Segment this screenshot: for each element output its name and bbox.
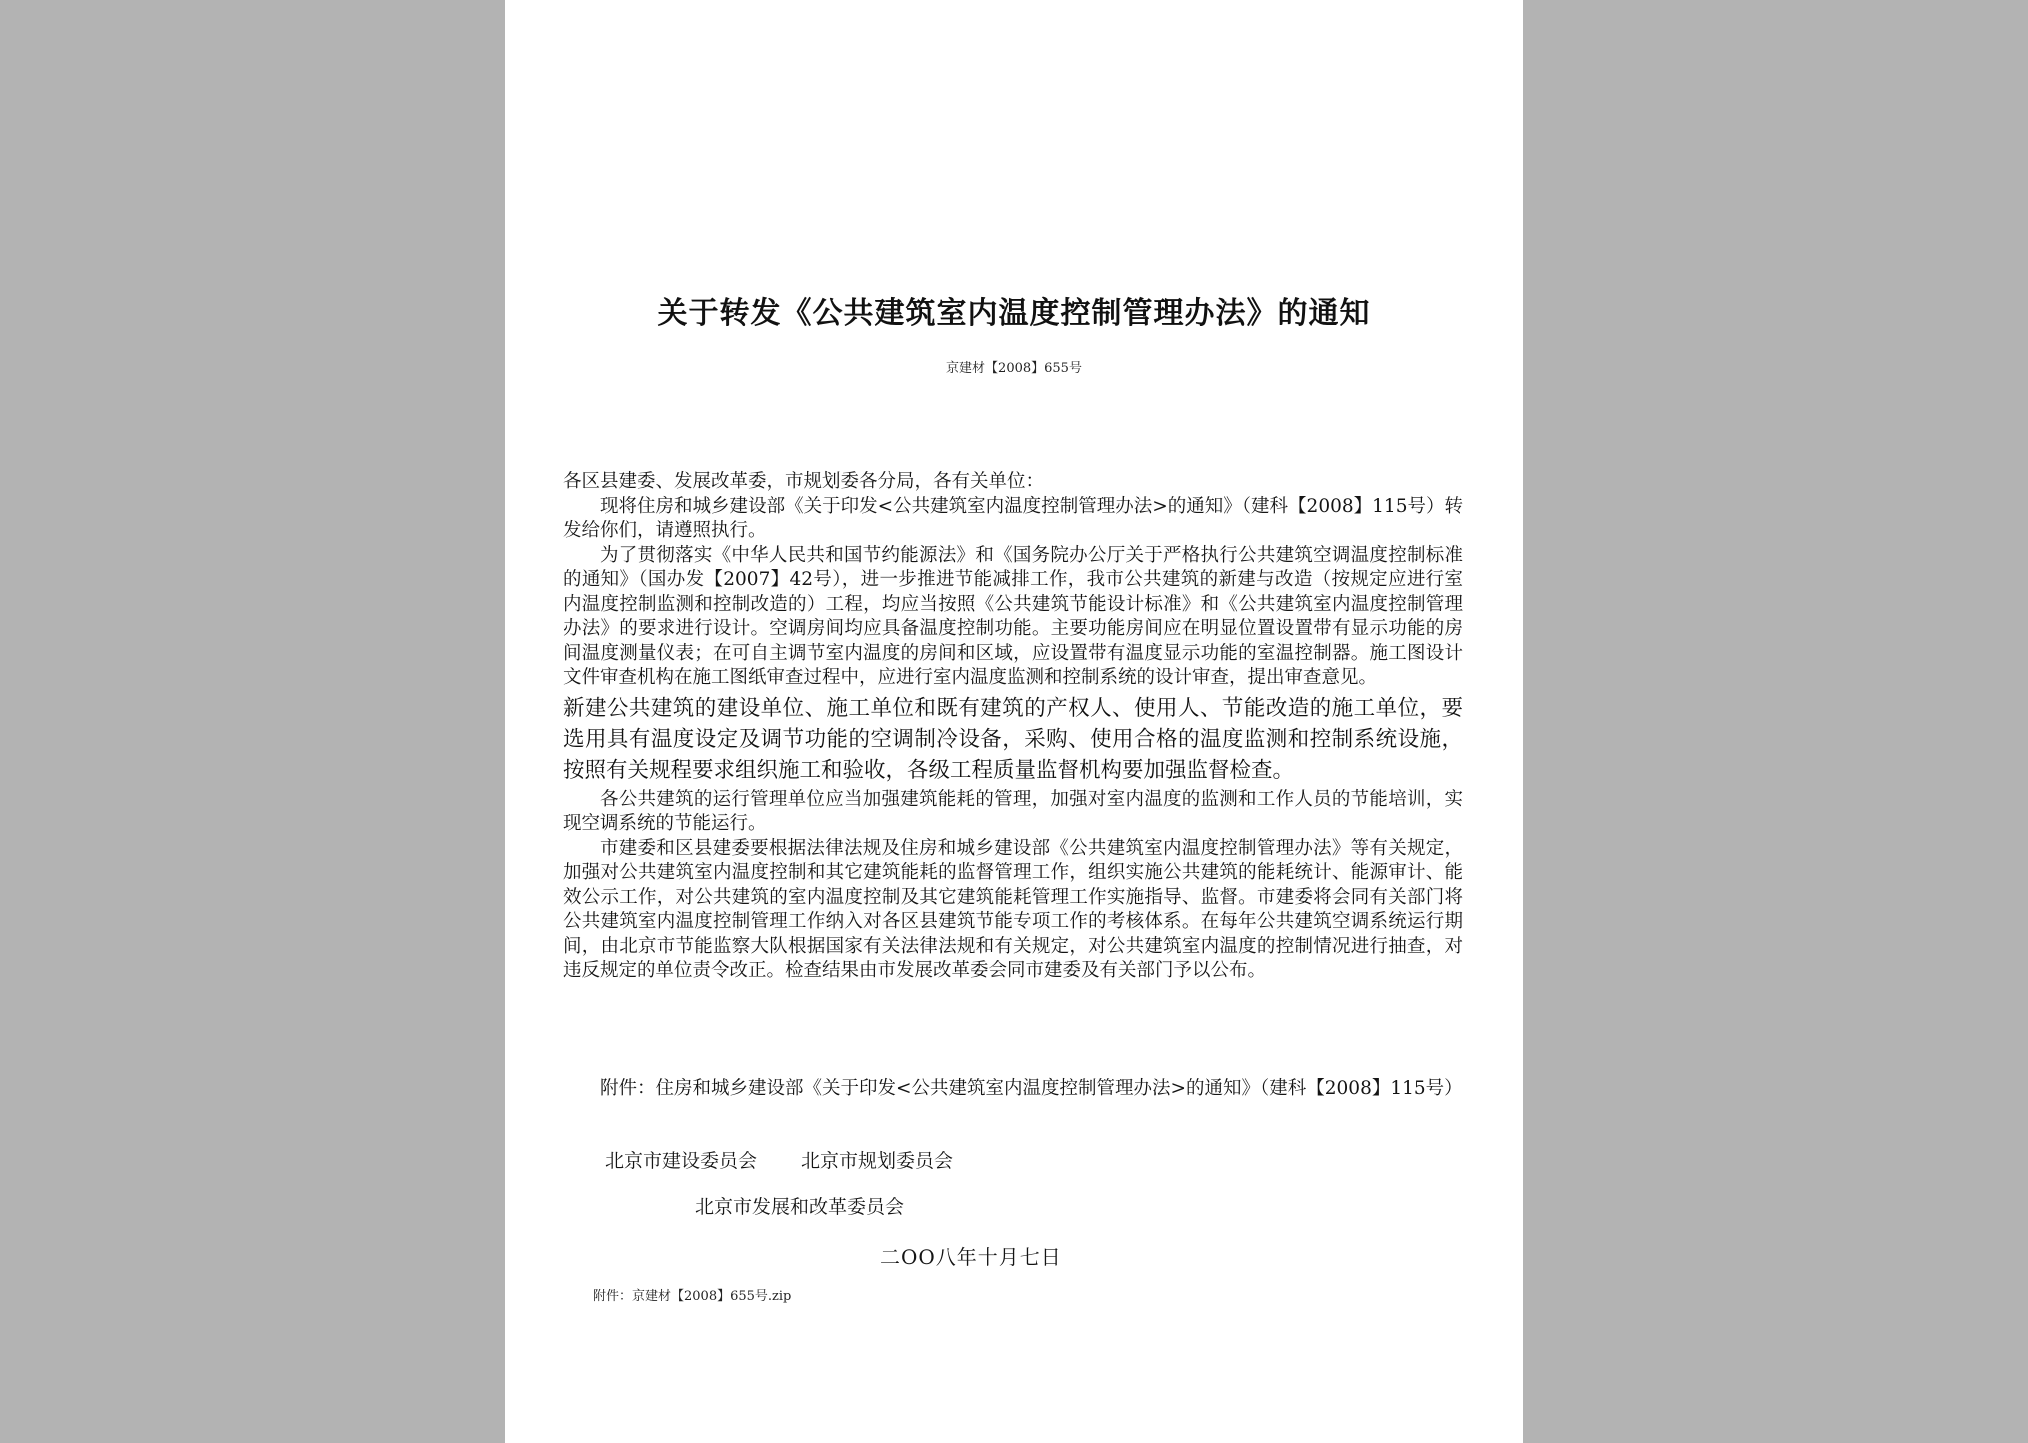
document-page [505,0,1523,1443]
salutation: 各区县建委、发展改革委，市规划委各分局，各有关单位： [563,471,1045,492]
attachment-text: 附件：住房和城乡建设部《关于印发<公共建筑室内温度控制管理办法>的通知》（建科【2008】115号） [600,1078,1463,1099]
document-number: 京建材【2008】655号 [946,361,1082,376]
paragraph-1: 现将住房和城乡建设部《关于印发<公共建筑室内温度控制管理办法>的通知》（建科【2008】115号）转发给你们，请遵照执行。 [563,495,1463,541]
attachment-file-link[interactable]: 京建材【2008】655号.zip [632,1289,792,1304]
footnote-label: 附件： [593,1289,633,1304]
paragraph-4: 各公共建筑的运行管理单位应当加强建筑能耗的管理，加强对室内温度的监测和工作人员的节能培训，实现空调系统的节能运行。 [563,788,1463,834]
attachment-footnote [593,1285,791,1304]
document-date: 二OO八年十月七日 [880,1245,1062,1269]
signatory-planning-committee: 北京市规划委员会 [801,1150,954,1172]
document-body [563,470,1463,984]
paragraph-5: 市建委和区县建委要根据法律法规及住房和城乡建设部《公共建筑室内温度控制管理办法》等有关规定，加强对公共建筑室内温度控制和其它建筑能耗的监督管理工作，组织实施公共建筑的能耗统计、能源审计、能效公示工作，对公共建筑的室内温度控制及其它建筑能耗管理工作实施指导、监督。市建委将会同有关部门将公共建筑室内温度控制管理工作纳入对各区县建筑节能专项工作的考核体系。在每年公共建筑空调系统运行期间，由北京市节能监察大队根据国家有关法律法规和有关规定，对公共建筑室内温度的控制情况进行抽查，对违反规定的单位责令改正。检查结果由市发展改革委会同市建委及有关部门予以公布。 [563,837,1463,981]
signatories-row-1 [605,1146,953,1173]
paragraph-3: 新建公共建筑的建设单位、施工单位和既有建筑的产权人、使用人、节能改造的施工单位，要选用具有温度设定及调节功能的空调制冷设备，采购、使用合格的温度监测和控制系统设施，按照有关规程要求组织施工和验收，各级工程质量监督机构要加强监督检查。 [563,695,1463,783]
signatory-construction-committee: 北京市建设委员会 [605,1150,758,1172]
signatory-development-reform-committee: 北京市发展和改革委员会 [695,1196,905,1218]
attachment-note [563,1076,1463,1101]
paragraph-2: 为了贯彻落实《中华人民共和国节约能源法》和《国务院办公厅关于严格执行公共建筑空调温度控制标准的通知》（国办发【2007】42号），进一步推进节能减排工作，我市公共建筑的新建与改造（按规定应进行室内温度控制监测和控制改造的）工程，均应当按照《公共建筑节能设计标准》和《公共建筑室内温度控制管理办法》的要求进行设计。空调房间均应具备温度控制功能。主要功能房间应在明显位置设置带有显示功能的房间温度测量仪表；在可自主调节室内温度的房间和区域，应设置带有温度显示功能的室温控制器。施工图设计文件审查机构在施工图纸审查过程中，应进行室内温度监测和控制系统的设计审查，提出审查意见。 [563,544,1463,688]
document-title: 关于转发《公共建筑室内温度控制管理办法》的通知 [657,296,1371,331]
